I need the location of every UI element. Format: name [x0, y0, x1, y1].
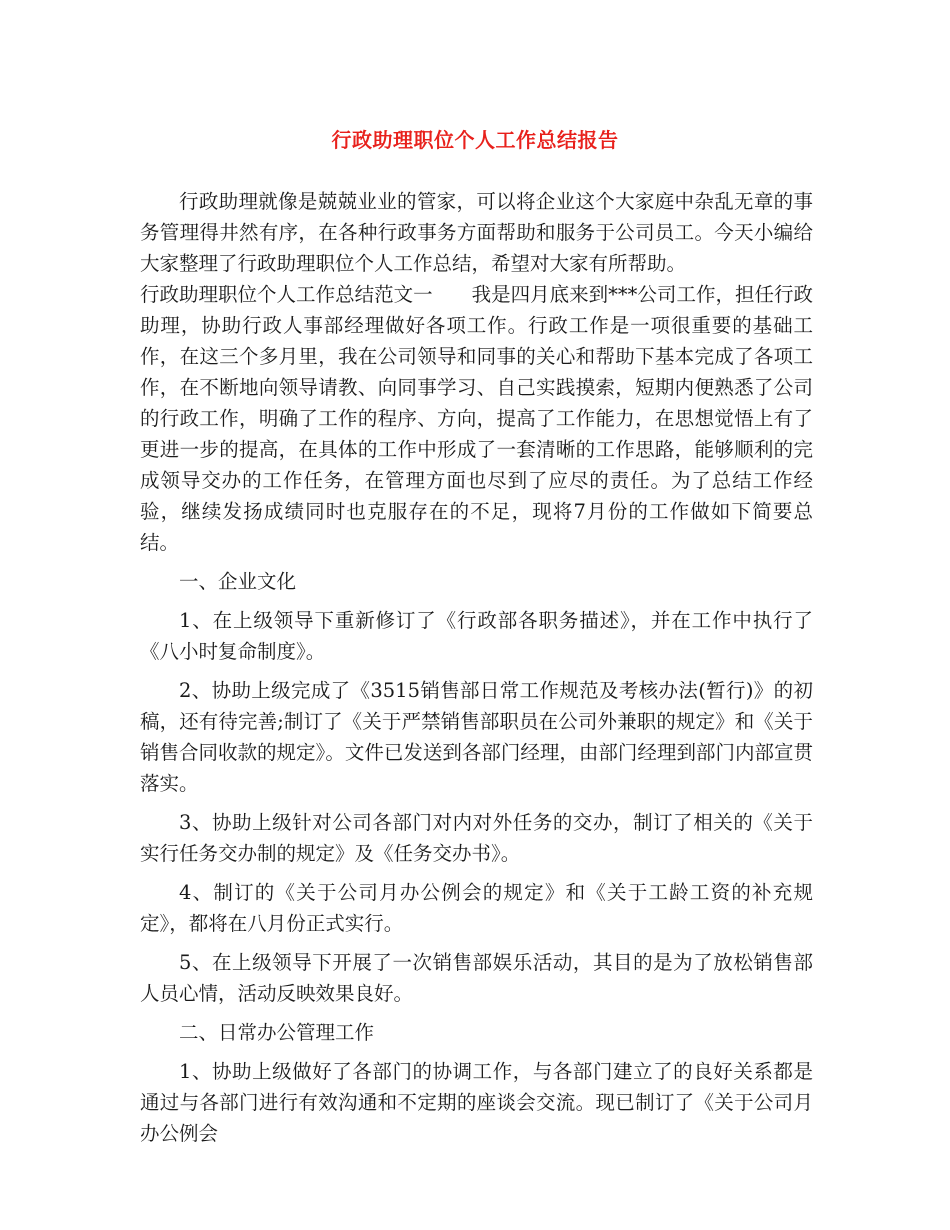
culture-item-3: 3、协助上级针对公司各部门对内对外任务的交办，制订了相关的《关于实行任务交办制的规定》及《任务交办书》。: [140, 811, 813, 865]
office-item-1: 1、协助上级做好了各部门的协调工作，与各部门建立了的良好关系都是通过与各部门进行有效沟通和不定期的座谈会交流。现已制订了《关于公司月办公例会: [140, 1060, 813, 1145]
culture-item-1: 1、在上级领导下重新修订了《行政部各职务描述》，并在工作中执行了《八小时复命制度》。: [140, 609, 813, 663]
document-body: [140, 186, 813, 1149]
culture-item-4: 4、制订的《关于公司月办公例会的规定》和《关于工龄工资的补充规定》，都将在八月份正式实行。: [140, 881, 813, 935]
sample-one-paragraph: 行政助理职位个人工作总结范文一 我是四月底来到***公司工作，担任行政助理，协助行政人事部经理做好各项工作。行政工作是一项很重要的基础工作，在这三个多月里，我在公司领导和同事的关心和帮助下基本完成了各项工作，在不断地向领导请教、向同事学习、自己实践摸索，短期内便熟悉了公司的行政工作，明确了工作的程序、方向，提高了工作能力，在思想觉悟上有了更进一步的提高，在具体的工作中形成了一套清晰的工作思路，能够顺利的完成领导交办的工作任务，在管理方面也尽到了应尽的责任。为了总结工作经验，继续发扬成绩同时也克服存在的不足，现将7月份的工作做如下简要总结。: [140, 283, 813, 554]
intro-paragraph: 行政助理就像是兢兢业业的管家，可以将企业这个大家庭中杂乱无章的事务管理得井然有序，在各种行政事务方面帮助和服务于公司员工。今天小编给大家整理了行政助理职位个人工作总结，希望对大家有所帮助。: [140, 190, 813, 275]
document-title: 行政助理职位个人工作总结报告: [331, 128, 619, 152]
culture-item-2: 2、协助上级完成了《3515销售部日常工作规范及考核办法(暂行)》的初稿，还有待完善;制订了《关于严禁销售部职员在公司外兼职的规定》和《关于销售合同收款的规定》。文件已发送到各部门经理，由部门经理到部门内部宣贯落实。: [140, 679, 813, 795]
culture-item-5: 5、在上级领导下开展了一次销售部娱乐活动，其目的是为了放松销售部人员心情，活动反映效果良好。: [140, 951, 813, 1005]
section-heading-office: 二、日常办公管理工作: [179, 1021, 375, 1044]
section-heading-culture: 一、企业文化: [179, 570, 297, 593]
